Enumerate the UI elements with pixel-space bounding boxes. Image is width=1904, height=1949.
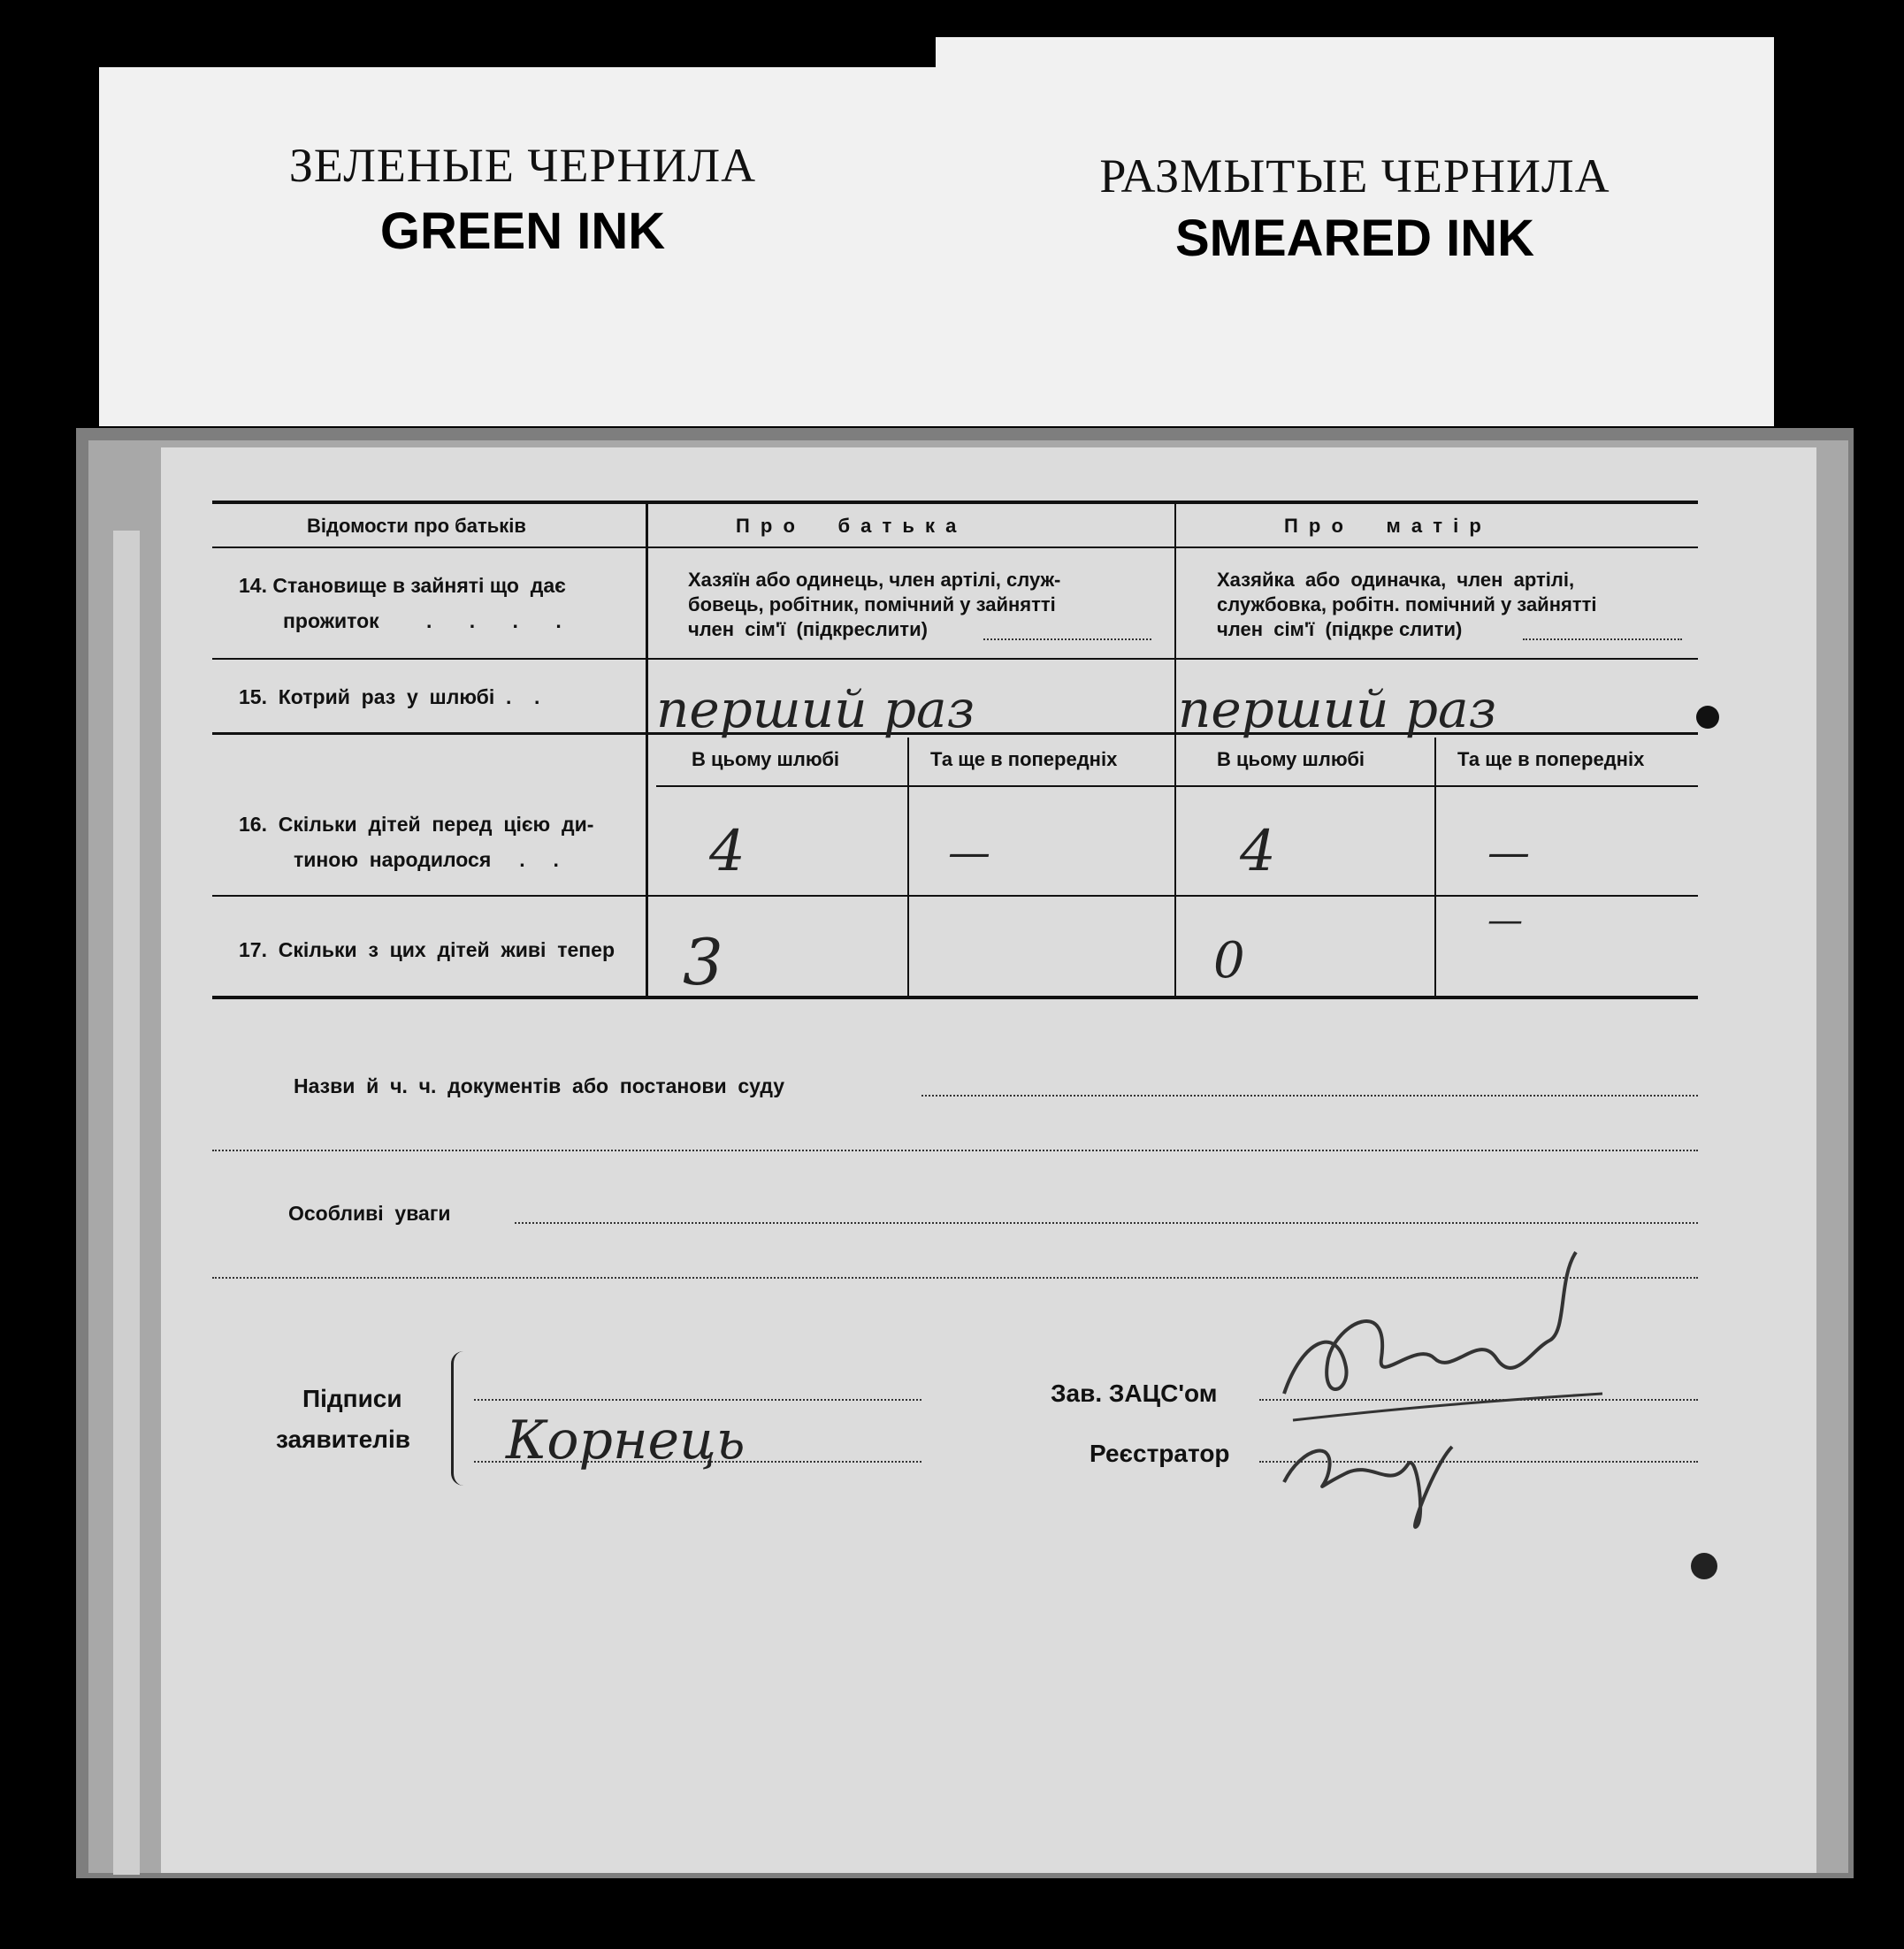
header-mother: П р о м а т і р — [1284, 515, 1484, 537]
registrar-signature — [1275, 1411, 1470, 1535]
mother-subheader-previous: Та ще в попередніх — [1457, 748, 1645, 770]
green-ink-label-en: GREEN INK — [379, 203, 666, 260]
smeared-ink-card — [936, 37, 1774, 426]
notes-label: Особливі уваги — [288, 1202, 451, 1225]
documents-dotline-2 — [212, 1150, 1698, 1151]
smeared-ink-label-en: SMEARED INK — [1174, 210, 1535, 267]
father-subheader-previous: Та ще в попередніх — [930, 748, 1118, 770]
row16-mother-prev-handwritten: — — [1487, 828, 1530, 877]
documents-label: Назви й ч. ч. документів або постанови суду — [294, 1074, 785, 1097]
green-ink-label-ru: ЗЕЛЕНЫЕ ЧЕРНИЛА — [288, 139, 757, 192]
paper-stack-edge — [113, 531, 140, 1875]
row14-label-dots: . . . . — [426, 609, 577, 632]
row14-label-line2: прожиток — [283, 609, 379, 632]
registry-form — [161, 447, 1816, 1873]
applicant-signature: Корнець — [506, 1410, 746, 1471]
row14-mother-option-1: Хазяйка або одиначка, член артілі, — [1217, 569, 1575, 591]
table-bottom-rule — [212, 996, 1698, 999]
row15-father-handwritten: перший раз — [656, 679, 975, 739]
row17-label: 17. Скільки з цих дітей живі тепер — [239, 938, 616, 961]
row14-rule — [212, 658, 1698, 660]
applicants-label-line1: Підписи — [302, 1385, 402, 1412]
col-divider-3 — [907, 738, 909, 997]
applicant-signature-line-1 — [474, 1399, 921, 1401]
applicants-brace — [451, 1351, 470, 1486]
row14-mother-option-2: службовка, робітн. помічний у зайнятті — [1217, 593, 1597, 615]
row17-mother-this-handwritten: 0 — [1213, 932, 1245, 990]
row14-mother-dotline — [1523, 638, 1682, 640]
head-registrar-label: Зав. ЗАЦС'ом — [1051, 1380, 1218, 1407]
row17-father-this-handwritten: 3 — [683, 925, 723, 999]
applicants-label-line2: заявителів — [276, 1425, 410, 1453]
row14-father-option-1: Хазяїн або одинець, член артілі, служ- — [688, 569, 1061, 591]
col-divider-4 — [1434, 738, 1436, 997]
father-subheader-this-marriage: В цьому шлюбі — [692, 748, 840, 770]
punch-hole — [1696, 706, 1719, 729]
col-divider-2 — [1174, 502, 1176, 997]
row16-label-line2: тиною народилося . . — [294, 848, 559, 871]
col-divider-1 — [646, 502, 648, 997]
registrar-label: Реєстратор — [1090, 1440, 1230, 1467]
row16-label-line1: 16. Скільки дітей перед цією ди- — [239, 813, 594, 836]
row14-father-dotline — [983, 638, 1151, 640]
mother-subheader-this-marriage: В цьому шлюбі — [1217, 748, 1365, 770]
table-top-rule — [212, 501, 1698, 504]
row16-father-prev-handwritten: — — [948, 828, 990, 877]
table-header-rule — [212, 546, 1698, 548]
row14-label-line1: 14. Становище в зайняті що дає — [239, 574, 566, 597]
row15-mother-handwritten: перший раз — [1178, 679, 1497, 739]
punch-hole — [1691, 1553, 1717, 1579]
header-father: П р о б а т ь к а — [736, 515, 960, 537]
green-ink-card — [99, 67, 946, 426]
row16-rule — [212, 895, 1698, 897]
row17-mother-prev-handwritten: — — [1487, 900, 1523, 941]
row14-father-option-2: бовець, робітник, помічний у зайнятті — [688, 593, 1056, 615]
row16-mother-this-handwritten: 4 — [1240, 819, 1276, 884]
subheader-rule — [656, 785, 1698, 787]
notes-dotline-1 — [515, 1222, 1698, 1224]
smeared-ink-label-ru: РАЗМЫТЫЕ ЧЕРНИЛА — [1099, 149, 1610, 203]
row14-mother-option-3: член сім'ї (підкре слити) — [1217, 618, 1463, 640]
row16-father-this-handwritten: 4 — [709, 819, 746, 884]
row15-label: 15. Котрий раз у шлюбі . . — [239, 685, 540, 708]
row14-father-option-3: член сім'ї (підкреслити) — [688, 618, 928, 640]
documents-dotline-1 — [921, 1095, 1698, 1097]
header-parents: Відомости про батьків — [307, 515, 526, 537]
